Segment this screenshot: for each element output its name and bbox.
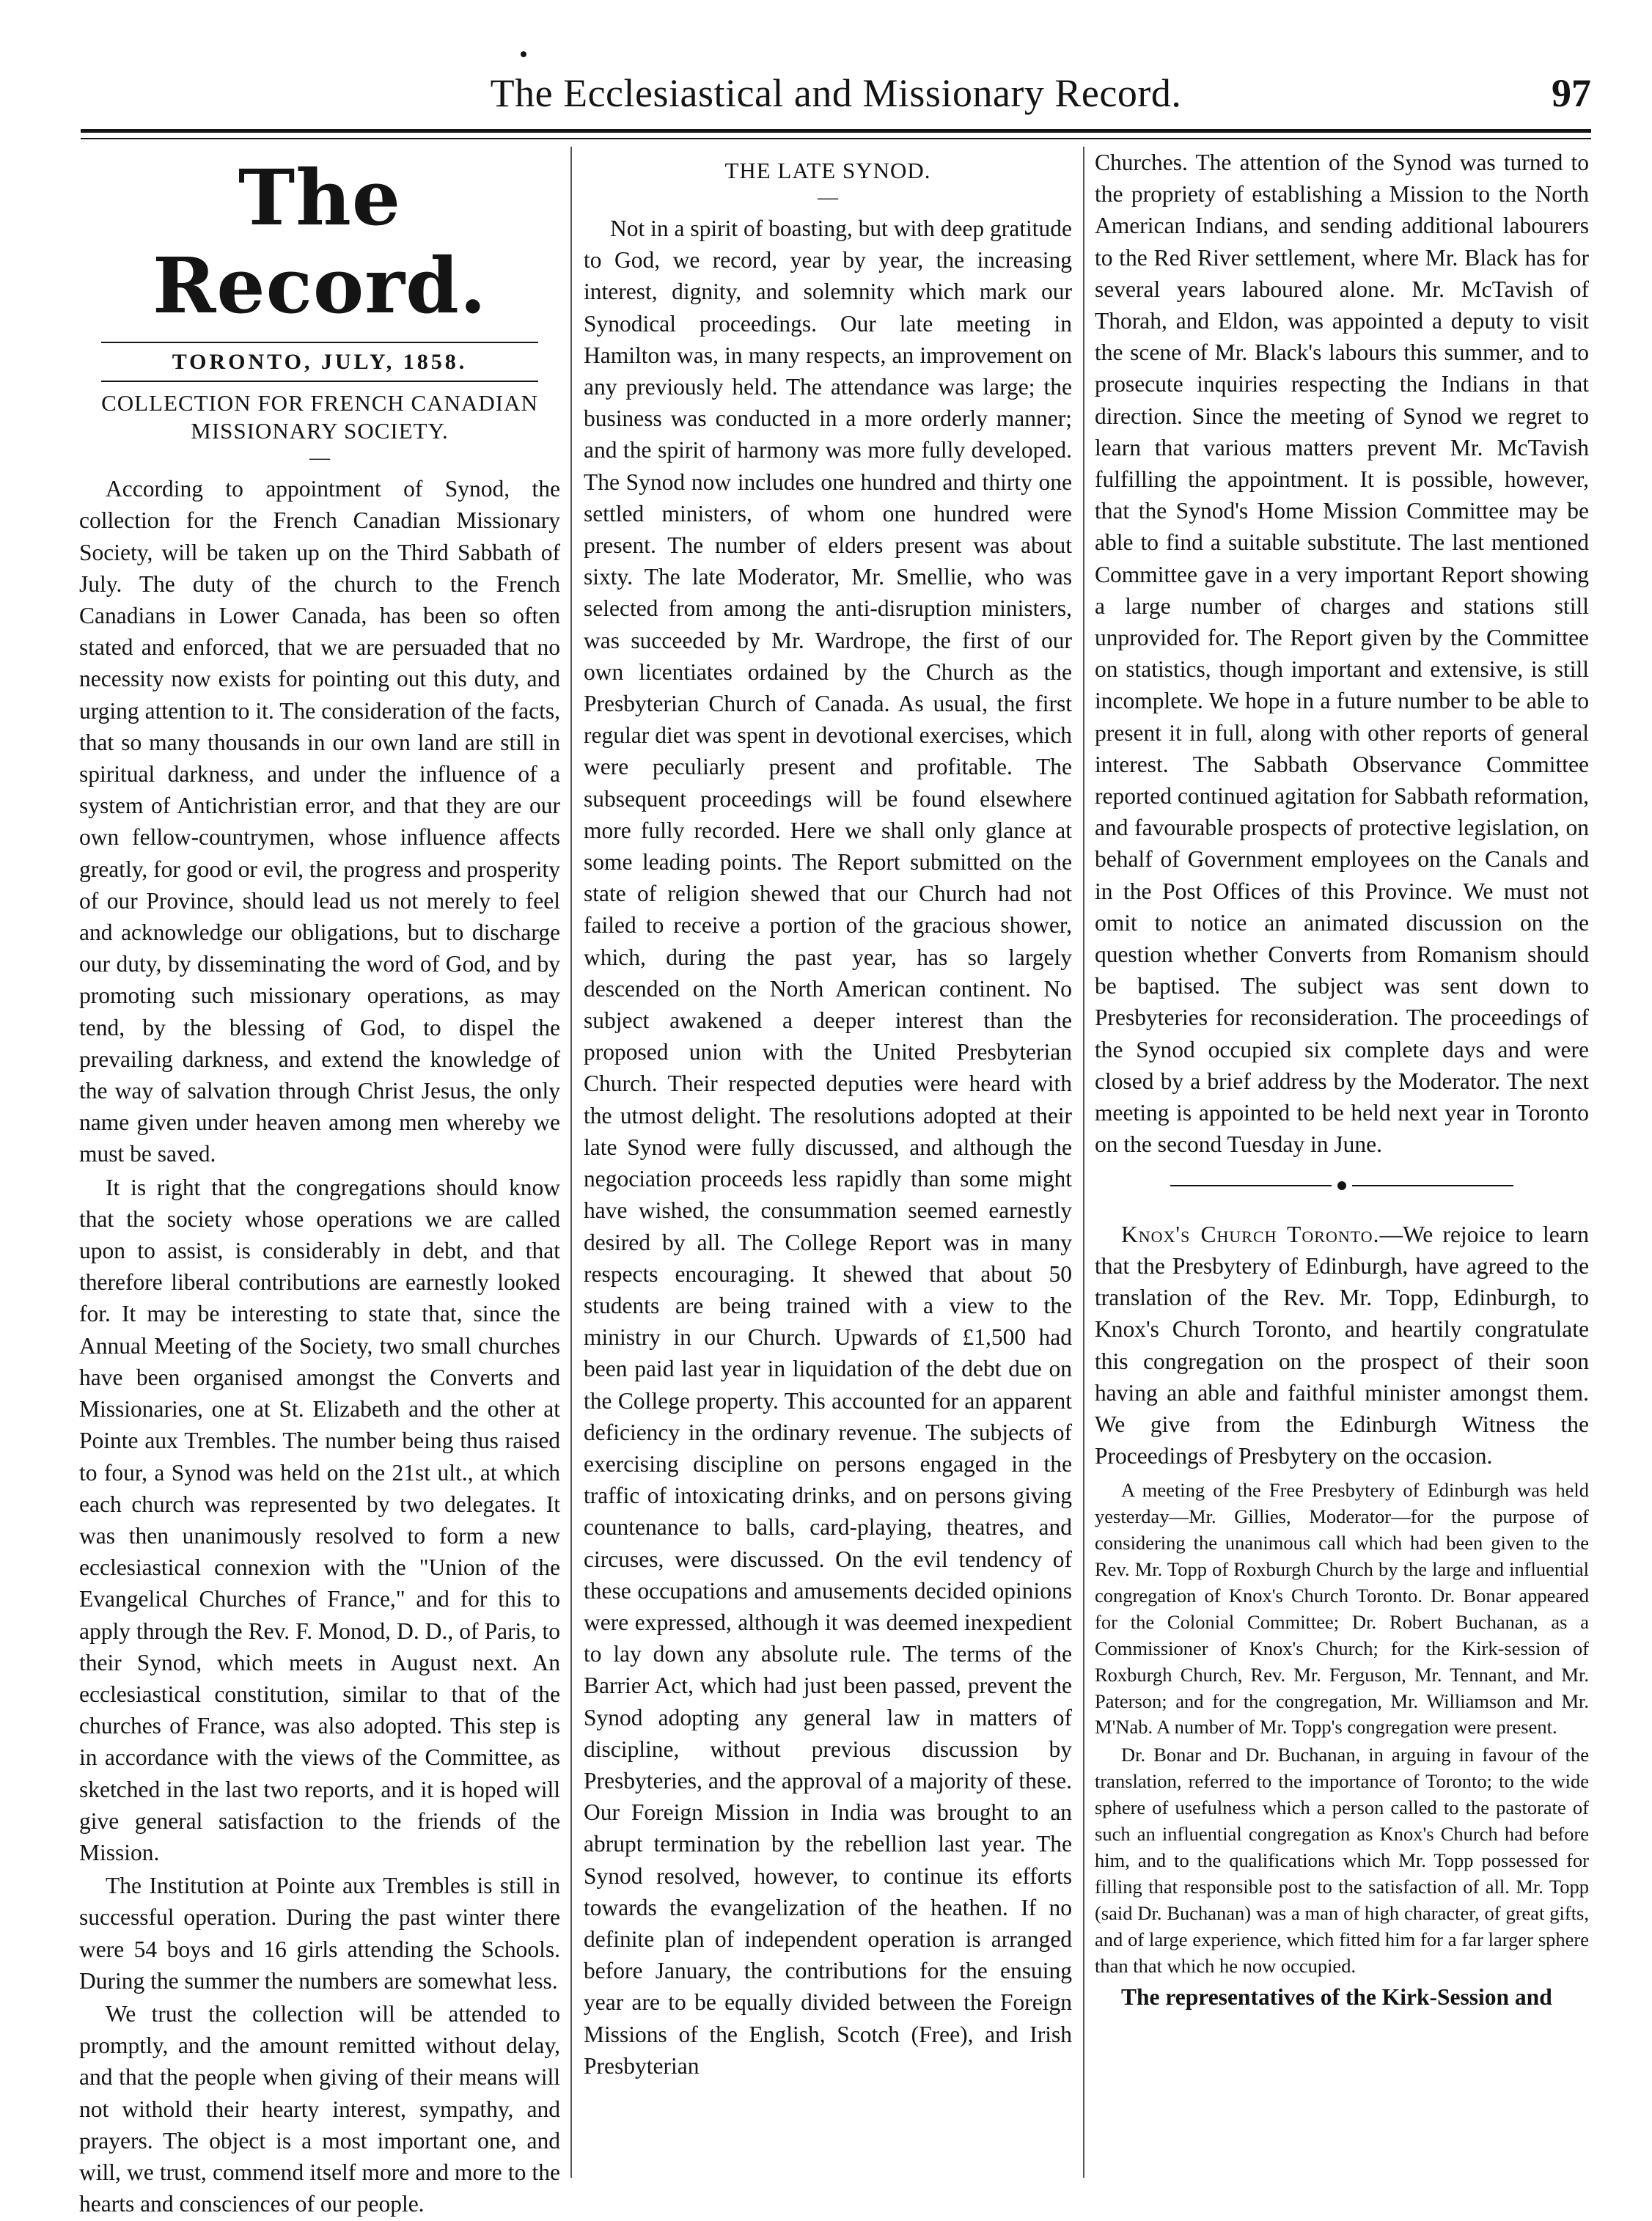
column-divider-2: [1083, 147, 1084, 2178]
page-number: 97: [1552, 71, 1591, 115]
knox-lead: Knox's Church Toronto.: [1121, 1221, 1380, 1247]
paragraph-knox: [1095, 1219, 1589, 1472]
small-paragraph: Dr. Bonar and Dr. Buchanan, in arguing in favour of the translation, referred to the importance of Toronto; to the wide sphere of usefulness which a person called to the pastorate of such an influential congregation as Knox's Church had before him, and to the qualifications which Mr. Topp possessed for filling that responsible post to the satisfaction of all. Mr. Topp (said Dr. Buchanan) was a man of high character, of great gifts, and of large experience, which fitted him for a far larger sphere than that which he now occupied.: [1095, 1744, 1589, 1977]
paragraph: It is right that the congregations should know that the society whose operations we are called upon to assist, is considerably in debt, and that therefore liberal contributions are earnestly looked for. It may be interesting to state that, since the Annual Meeting of the Society, two small churches have been organised amongst the Converts and Missionaries, one at St. Elizabeth and the other at Pointe aux Trembles. The number being thus raised to four, a Synod was held on the 21st ult., at which each church was represented by two delegates. It was then unanimously resolved to form a new ecclesiastical connexion with the "Union of the Evangelical Churches of France," and for this to apply through the Rev. F. Monod, D. D., of Paris, to their Synod, which meets in August next. An ecclesiastical constitution, similar to that of the churches of France, was also adopted. This step is in accordance with the views of the Committee, as sketched in the last two reports, and it is hoped will give general satisfaction to the friends of the Mission.: [79, 1174, 560, 1865]
header-rule-thick: [81, 129, 1591, 133]
running-title: The Ecclesiastical and Missionary Record.: [490, 71, 1182, 115]
section-divider: [1095, 1168, 1589, 1200]
masthead: The Record.: [152, 153, 487, 331]
paragraph: Churches. The attention of the Synod was turned to the propriety of establishing a Mission to the North American Indians, and sending additional labourers to the Red River settlement, where Mr. Black has for several years laboured alone. Mr. McTavish of Thorah, and Eldon, was appointed a deputy to visit the scene of Mr. Black's labours this summer, and to prosecute inquiries respecting the Indians in that direction. Since the meeting of Synod we regret to learn that various matters prevent Mr. McTavish fulfilling the appointment. It is possible, however, that the Synod's Home Mission Committee may be able to find a suitable substitute. The last mentioned Committee gave in a very important Report showing a large number of charges and stations still unprovided for. The Report given by the Committee on statistics, though important and extensive, is still incomplete. We hope in a future number to be able to present it in full, along with other reports of general interest. The Sabbath Observance Committee reported continued agitation for Sabbath reformation, and favourable prospects of protective legislation, on behalf of Government employees on the Canals and in the Post Offices of this Province. We must not omit to notice an animated discussion on the question whether Converts from Romanism should be baptised. The subject was sent down to Presbyteries for reconsideration. The proceedings of the Synod occupied six complete days and were closed by a brief address by the Moderator. The next meeting is appointed to be held next year in Toronto on the second Tuesday in June.: [1095, 150, 1589, 1158]
column-1: [79, 147, 560, 2217]
column-divider-1: [570, 147, 572, 2178]
running-head: [81, 70, 1591, 128]
paragraph: We trust the collection will be attended to promptly, and the amount remitted without delay, and that the people when giving of their means will not withold their hearty interest, sympathy, and prayers. The object is a most important one, and will, we trust, commend itself more and more to the hearts and consciences of our people.: [79, 2000, 560, 2217]
heading-dash: —: [818, 186, 838, 209]
knox-text: —We rejoice to learn that the Presbytery of Edinburgh, have agreed to the translation of the Rev. Mr. Topp, Edinburgh, to Knox's Church Toronto, and heartily congratulate this congregation on the prospect of their soon having an able and faithful minister amongst them. We give from the Edinburgh Witness the Proceedings of Presbytery on the occasion.: [1095, 1221, 1589, 1469]
article-heading-late-synod: THE LATE SYNOD.: [724, 158, 931, 183]
paragraph-last-line: The representatives of the Kirk-Session and: [1121, 1983, 1552, 2010]
column-3: [1095, 147, 1589, 2192]
paragraph: According to appointment of Synod, the collection for the French Canadian Missionary Society, will be taken up on the Third Sabbath of July. The duty of the church to the French Canadians in Lower Canada, has been so often stated and enforced, that we are persuaded that no necessity now exists for pointing out this duty, and urging attention to it. The consideration of the facts, that so many thousands in our own land are still in spiritual darkness, and under the influence of a system of Antichristian error, and that they are our own fellow-countrymen, whose influence affects greatly, for good or evil, the progress and prosperity of our Province, should lead us not merely to feel and acknowledge our obligations, but to discharge our duty, by disseminating the word of God, and by promoting such missionary operations, as may tend, by the blessing of God, to dispel the prevailing darkness, and extend the knowledge of the way of salvation through Christ Jesus, the only name given under heaven among men whereby we must be saved.: [79, 476, 560, 1167]
header-rule-thin: [81, 138, 1591, 139]
dateline: TORONTO, JULY, 1858.: [101, 342, 538, 382]
heading-dash: —: [309, 447, 330, 470]
paragraph: Not in a spirit of boasting, but with deep gratitude to God, we record, year by year, the increasing interest, dignity, and solemnity which mark our Synodical proceedings. Our late meeting in Hamilton was, in many respects, an improvement on any previously held. The attendance was large; the business was conducted in a more orderly manner; and the spirit of harmony was more fully developed. The Synod now includes one hundred and thirty one settled ministers, of whom one hundred were present. The number of elders present was about sixty. The late Moderator, Mr. Smellie, who was selected from among the anti-disruption ministers, was succeeded by Mr. Wardrope, the first of our own licentiates ordained by the Church as the Presbyterian Church of Canada. As usual, the first regular diet was spent in devotional exercises, which were peculiarly present and profitable. The subsequent proceedings will be found elsewhere more fully recorded. Here we shall only glance at some leading points. The Report submitted on the state of religion shewed that our Church had not failed to receive a portion of the gracious shower, which, during the past year, has so largely descended on the North American continent. No subject awakened a deeper interest than the proposed union with the United Presbyterian Church. Their respected deputies were heard with the utmost delight. The resolutions adopted at their late Synod were fully discussed, and although the negociation proceeds less rapidly than some might have wished, the consummation seemed earnestly desired by all. The College Report was in many respects encouraging. It shewed that about 50 students are being trained with a view to the ministry in our Church. Upwards of £1,500 had been paid last year in liquidation of the debt due on the College property. This accounted for an apparent deficiency in the ordinary revenue. The subjects of exercising discipline on persons engaged in the traffic of intoxicating drinks, and on persons giving countenance to balls, card-playing, theatres, and circuses, were discussed. On the evil tendency of these occupations and amusements decided opinions were expressed, although it was deemed inexpedient to lay down any absolute rule. The terms of the Barrier Act, which had just been passed, prevent the Synod adopting any general law in matters of discipline, without previous discussion by Presbyteries, and the approval of a majority of these. Our Foreign Mission in India was brought to an abrupt termination by the rebellion last year. The Synod resolved, however, to continue its efforts towards the evangelization of the heathen. If no definite plan of independent operation is arranged before January, the contributions for the ensuing year are to be equally divided between the Foreign Missions of the English, Scotch (Free), and Irish Presbyterian: [584, 216, 1072, 2079]
ink-dot: [521, 51, 526, 57]
column-2: [584, 147, 1072, 2192]
article-heading-collection: COLLECTION FOR FRENCH CANADIAN MISSIONARY SOCIETY.: [101, 390, 538, 444]
paragraph: The Institution at Pointe aux Trembles is still in successful operation. During the past winter there were 54 boys and 16 girls attending the Schools. During the summer the numbers are somewhat less.: [79, 1873, 560, 1994]
small-paragraph: A meeting of the Free Presbytery of Edinburgh was held yesterday—Mr. Gillies, Moderator—for the purpose of considering the unanimous call which had been given to the Rev. Mr. Topp of Roxburgh Church by the large and influential congregation of Knox's Church Toronto. Dr. Bonar appeared for the Colonial Committee; Dr. Robert Buchanan, as a Commissioner of Knox's Church; for the Kirk-session of Roxburgh Church, Rev. Mr. Ferguson, Mr. Tennant, and Mr. Paterson; and for the congregation, Mr. Williamson and Mr. M'Nab. A number of Mr. Topp's congregation were present.: [1095, 1479, 1589, 1739]
